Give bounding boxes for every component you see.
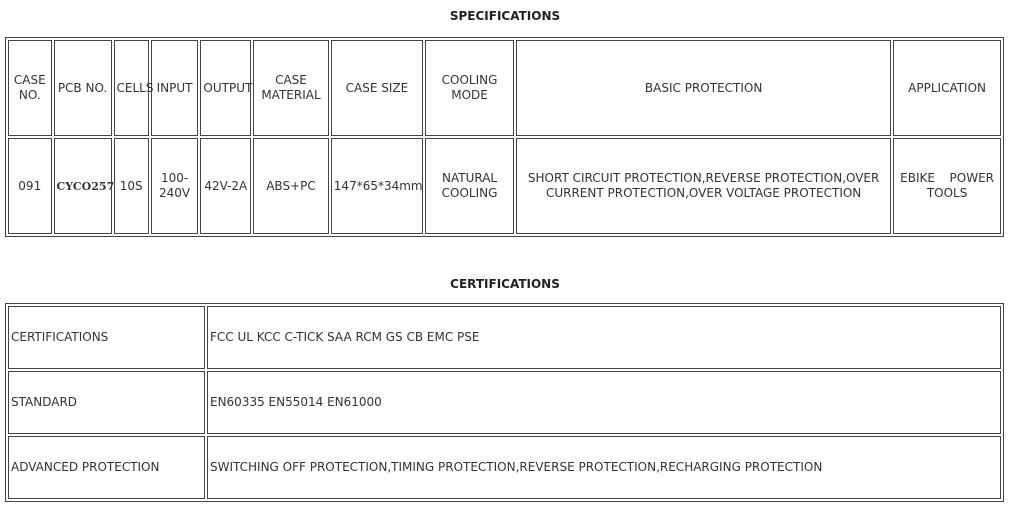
table-header-row (8, 40, 1001, 136)
header-cell-input: INPUT (151, 40, 199, 136)
row-value: EN60335 EN55014 EN61000 (207, 371, 1001, 434)
table-row (8, 371, 1001, 434)
header-cell-case-material: CASE MATERIAL (253, 40, 329, 136)
header-cell-output: OUTPUT (200, 40, 251, 136)
cell-application: EBIKE POWER TOOLS (893, 138, 1001, 234)
table-row (8, 138, 1001, 234)
header-cell-application: APPLICATION (893, 40, 1001, 136)
table-row (8, 436, 1001, 499)
cell-cells: 10S (114, 138, 149, 234)
cell-case-no: 091 (8, 138, 52, 234)
row-label: STANDARD (8, 371, 205, 434)
cell-pcb-no: CYCO257 (54, 138, 112, 234)
specifications-title: SPECIFICATIONS (449, 9, 561, 23)
header-cell-case-size: CASE SIZE (331, 40, 423, 136)
row-label: CERTIFICATIONS (8, 306, 205, 369)
header-cell-cooling-mode: COOLING MODE (425, 40, 514, 136)
cell-basic-protection: SHORT CIRCUIT PROTECTION,REVERSE PROTECTION,OVER CURRENT PROTECTION,OVER VOLTAGE PROTECTION (516, 138, 891, 234)
specifications-table (5, 37, 1004, 237)
certifications-title: CERTIFICATIONS (450, 277, 560, 291)
cell-input: 100-240V (151, 138, 199, 234)
cell-output: 42V-2A (200, 138, 251, 234)
row-label: ADVANCED PROTECTION (8, 436, 205, 499)
cell-case-size: 147*65*34mm (331, 138, 423, 234)
header-cell-cells: CELLS (114, 40, 149, 136)
cell-case-material: ABS+PC (253, 138, 329, 234)
cell-cooling-mode: NATURAL COOLING (425, 138, 514, 234)
header-cell-basic-protection: BASIC PROTECTION (516, 40, 891, 136)
row-value: SWITCHING OFF PROTECTION,TIMING PROTECTION,REVERSE PROTECTION,RECHARGING PROTECTION (207, 436, 1001, 499)
certifications-table (5, 303, 1004, 502)
header-cell-pcb-no: PCB NO. (54, 40, 112, 136)
table-row (8, 306, 1001, 369)
row-value: FCC UL KCC C-TICK SAA RCM GS CB EMC PSE (207, 306, 1001, 369)
header-cell-case-no: CASE NO. (8, 40, 52, 136)
